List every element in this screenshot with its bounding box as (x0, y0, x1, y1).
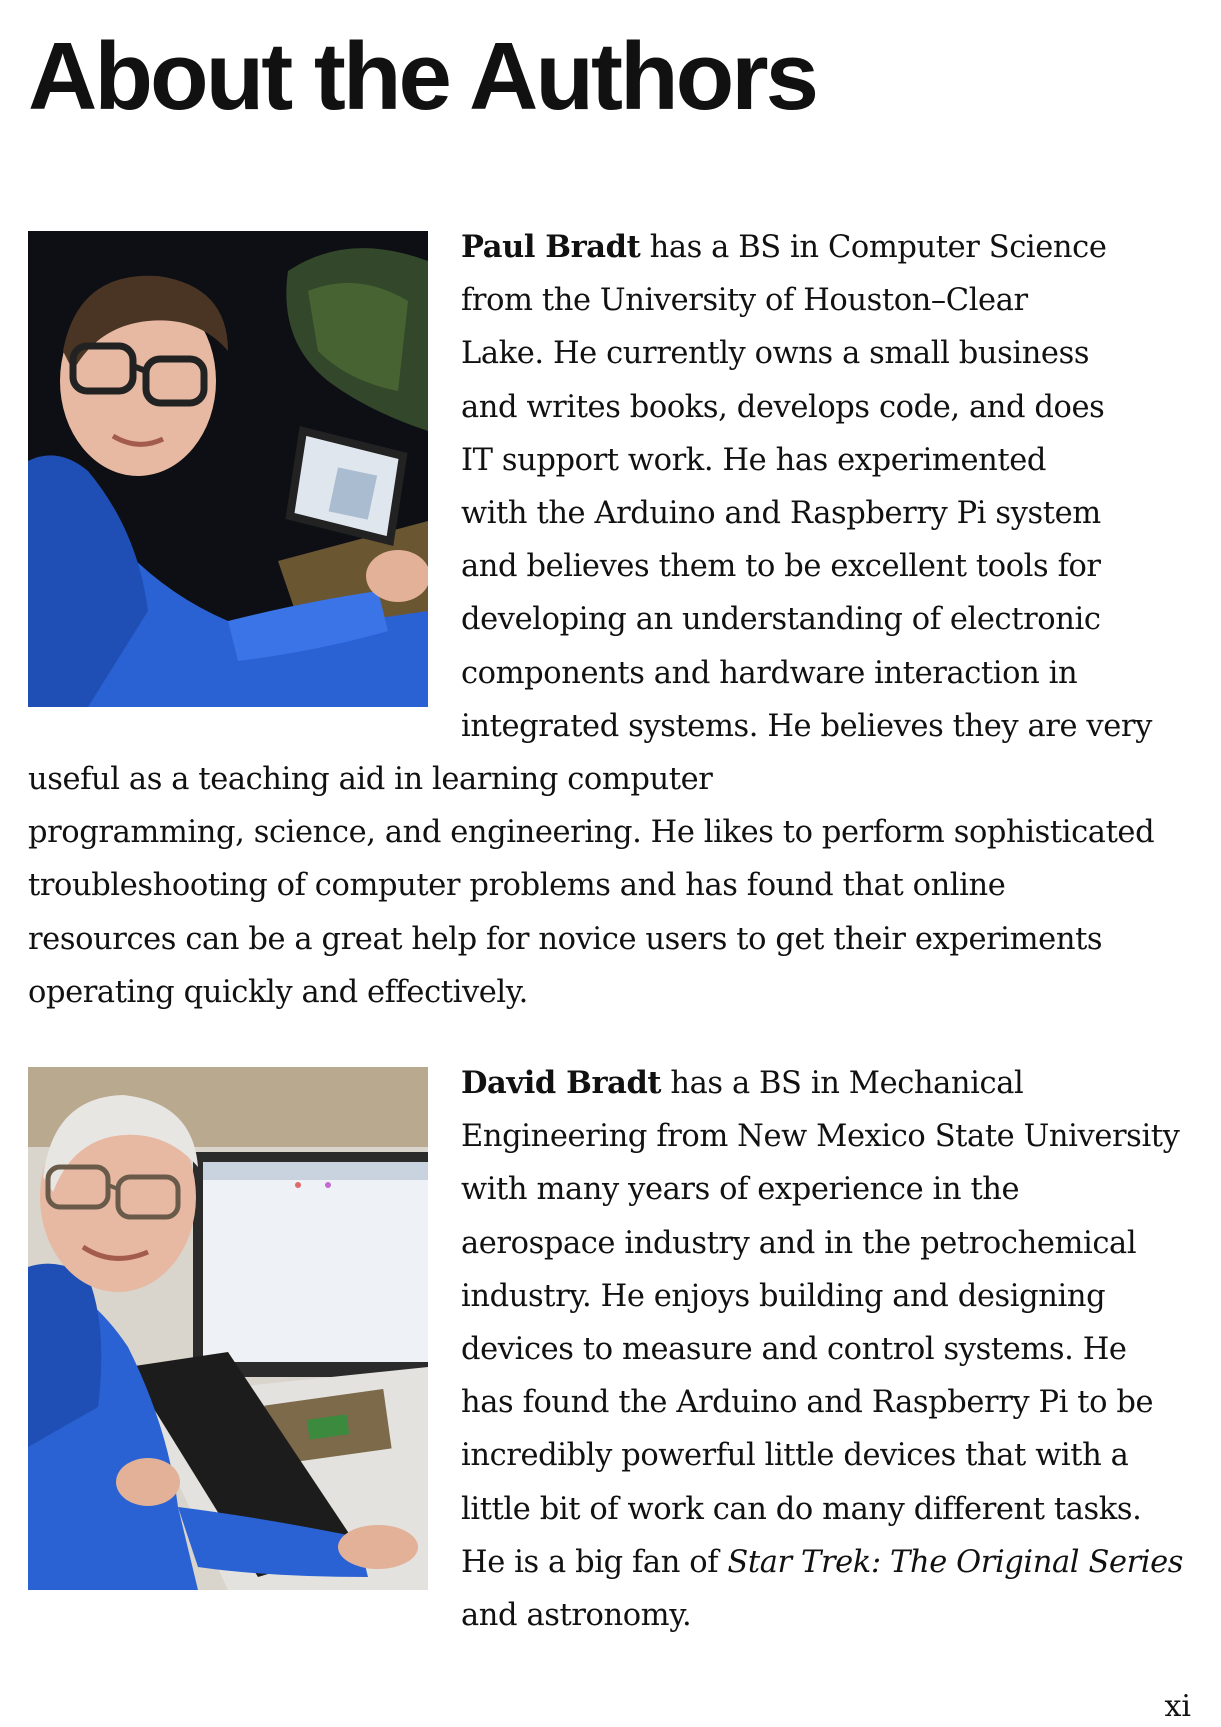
bio-text-line: resources can be a great help for novice users to get their experiments (28, 921, 1103, 957)
bio-text-line: operating quickly and effectively. (28, 974, 528, 1010)
bio-text-line: components and hardware interaction in (461, 655, 1078, 691)
bio-text-line: little bit of work can do many different tasks. (461, 1491, 1142, 1527)
bio-text-line: and astronomy. (461, 1598, 692, 1634)
page-number: xi (1164, 1689, 1191, 1724)
tv-series-title: Star Trek: The Original Series (727, 1544, 1184, 1580)
author-bio-david-bradt (28, 1057, 1198, 1642)
bio-text-line: has found the Arduino and Raspberry Pi to be (461, 1385, 1154, 1421)
author-photo-paul-bradt (28, 231, 428, 707)
bio-text-line: IT support work. He has experimented (461, 442, 1046, 478)
author-name: Paul Bradt (461, 229, 641, 265)
bio-text-line: has a BS in Mechanical (670, 1066, 1024, 1101)
bio-text-line: useful as a teaching aid in learning computer (28, 762, 713, 798)
bio-text-line: incredibly powerful little devices that with a (461, 1438, 1129, 1474)
bio-text-line: has a BS in Computer Science (649, 230, 1107, 265)
bio-text-line: He is a big fan of (461, 1544, 719, 1580)
bio-text-line: with many years of experience in the (461, 1172, 1020, 1208)
page-title: About the Authors (28, 23, 816, 130)
bio-text-line: Engineering from New Mexico State University (461, 1119, 1180, 1155)
bio-text-line: and believes them to be excellent tools for (461, 549, 1101, 585)
bio-text-line: industry. He enjoys building and designing (461, 1278, 1106, 1314)
bio-text-line: devices to measure and control systems. He (461, 1332, 1127, 1368)
author-name: David Bradt (461, 1065, 662, 1101)
bio-text-line: Lake. He currently owns a small business (461, 336, 1090, 372)
bio-text-line: troubleshooting of computer problems and has found that online (28, 868, 1006, 904)
bio-text-line: integrated systems. He believes they are very (461, 708, 1152, 744)
author-photo-david-bradt (28, 1067, 428, 1590)
bio-text-line: and writes books, develops code, and does (461, 389, 1105, 425)
bio-text-line: aerospace industry and in the petrochemical (461, 1225, 1137, 1261)
bio-text-line: programming, science, and engineering. He likes to perform sophisticated (28, 815, 1155, 851)
author-bio-paul-bradt (28, 221, 1198, 1019)
bio-text-line: developing an understanding of electronic (461, 602, 1101, 638)
bio-text-line: with the Arduino and Raspberry Pi system (461, 496, 1101, 532)
bio-text-line: from the University of Houston–Clear (461, 283, 1028, 319)
